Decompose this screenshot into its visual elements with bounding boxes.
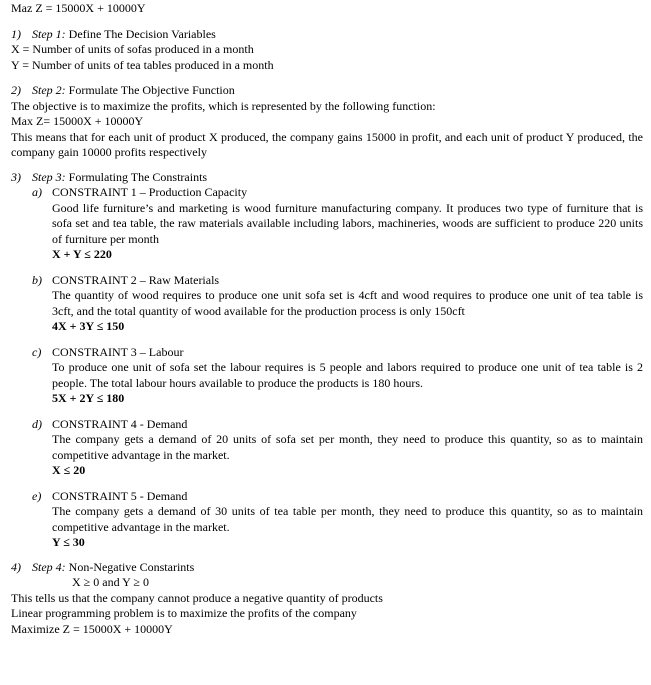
constraint-b-formula: 4X + 3Y ≤ 150	[52, 319, 125, 333]
constraint-c-formula: 5X + 2Y ≤ 180	[52, 391, 125, 405]
step3-heading	[11, 170, 643, 186]
constraint-a-text: Good life furniture’s and marketing is wood furniture manufacturing company. It produces two type of furniture that is sofa set and tea table, the raw materials available including labors, machineries, woods are sufficient to produce 220 units of furniture per month	[52, 200, 643, 246]
step1-number: 1)	[11, 26, 21, 41]
constraint-e-mark: e)	[32, 488, 42, 503]
step3-number: 3)	[11, 169, 21, 184]
step4-title: Non-Negative Constarints	[68, 559, 195, 574]
step2-paragraph: This means that for each unit of product X produced, the company gains 15000 in profit, and each unit of product Y produced, the company gain 10000 profits respectively	[11, 129, 643, 159]
step2-label: Step 2:	[32, 83, 66, 97]
constraint-a-mark: a)	[32, 185, 42, 199]
step4-line2: Linear programming problem is to maximize the profits of the company	[11, 606, 357, 620]
step1-line-y: Y = Number of units of tea tables produced in a month	[11, 57, 274, 72]
step2-line1: The objective is to maximize the profits, which is represented by the following function:	[11, 98, 436, 113]
constraint-a	[11, 185, 643, 263]
constraint-e-text: The company gets a demand of 30 units of tea table per month, they need to produce this quantity, so as to maintain competitive advantage in the market.	[52, 504, 643, 534]
step4-formula: X ≥ 0 and Y ≥ 0	[72, 575, 149, 589]
step2-heading	[11, 83, 643, 99]
step1-heading	[11, 27, 643, 43]
step4-label: Step 4:	[32, 559, 66, 574]
constraint-d-heading	[11, 417, 643, 433]
step3-label: Step 3:	[32, 169, 66, 184]
step4-line3: Maximize Z = 15000X + 10000Y	[11, 621, 173, 636]
step4-line1: This tells us that the company cannot produce a negative quantity of products	[11, 590, 383, 605]
constraint-d-text: The company gets a demand of 20 units of sofa set per month, they need to produce this quantity, so as to maintain competitive advantage in the market.	[52, 432, 643, 462]
step4-number: 4)	[11, 559, 21, 574]
constraint-c-title: CONSTRAINT 3 – Labour	[52, 344, 184, 359]
constraint-d	[11, 417, 643, 479]
constraint-d-formula: X ≤ 20	[52, 463, 86, 477]
constraint-a-heading	[11, 185, 643, 201]
step4-heading	[11, 560, 643, 576]
constraint-b-title: CONSTRAINT 2 – Raw Materials	[52, 272, 220, 287]
constraint-e-title: CONSTRAINT 5 - Demand	[52, 488, 188, 503]
constraint-d-mark: d)	[32, 416, 42, 431]
constraint-b-mark: b)	[32, 272, 42, 287]
constraint-a-title: CONSTRAINT 1 – Production Capacity	[52, 185, 248, 199]
constraint-c-text: To produce one unit of sofa set the labour requires is 5 people and labors required to produce one unit of tea table is 2 people. The total labour hours available to produce the products is 180 hours.	[52, 360, 643, 390]
constraint-a-formula: X + Y ≤ 220	[52, 247, 112, 261]
constraint-e-heading	[11, 489, 643, 505]
constraint-c	[11, 345, 643, 407]
constraint-b	[11, 273, 643, 335]
constraint-b-text: The quantity of wood requires to produce one unit sofa set is 4cft and wood requires to produce one unit of tea table is 3cft, and the total quantity of wood available for the production process is only 150cft	[52, 288, 643, 318]
step2-number: 2)	[11, 83, 21, 97]
step2-title: Formulate The Objective Function	[68, 83, 235, 97]
header-formula: Maz Z = 15000X + 10000Y	[11, 1, 146, 15]
constraint-e	[11, 489, 643, 551]
step2-line2: Max Z= 15000X + 10000Y	[11, 114, 144, 128]
constraint-e-formula: Y ≤ 30	[52, 535, 85, 549]
constraint-d-title: CONSTRAINT 4 - Demand	[52, 416, 188, 431]
step1-title: Define The Decision Variables	[68, 26, 216, 41]
constraint-c-mark: c)	[32, 344, 42, 359]
constraint-b-heading	[11, 273, 643, 289]
constraint-c-heading	[11, 345, 643, 361]
step1-label: Step 1:	[32, 26, 66, 41]
step1-line-x: X = Number of units of sofas produced in a month	[11, 42, 254, 56]
step3-title: Formulating The Constraints	[68, 169, 208, 184]
